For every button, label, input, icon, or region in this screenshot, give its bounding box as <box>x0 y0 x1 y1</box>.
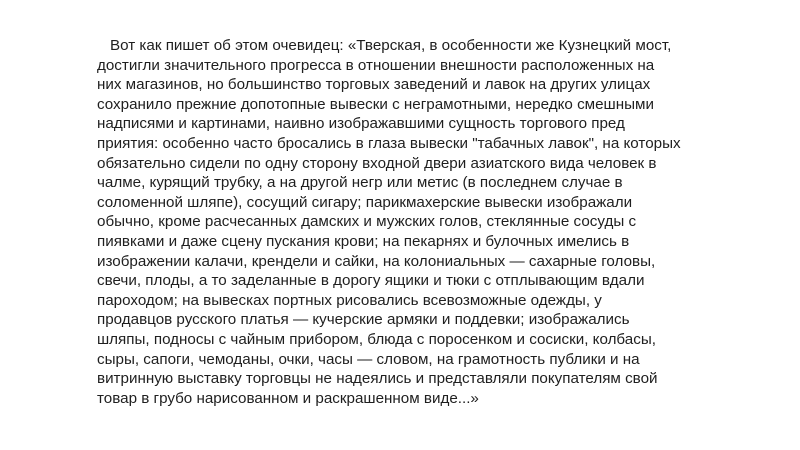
text-line: продавцов русского платья — кучерские армяки и поддевки; изображались <box>97 311 630 329</box>
text-line: шляпы, подносы с чайным прибором, блюда с поросенком и сосиски, колбасы, <box>97 330 656 348</box>
text-line: сыры, сапоги, чемоданы, очки, часы — словом, на грамотность публики и на <box>97 350 640 368</box>
text-line: пиявками и даже сцену пускания крови; на пекарнях и булочных имелись в <box>97 232 630 250</box>
text-line: пароходом; на вывесках портных рисовались всевозможные одежды, у <box>97 291 602 309</box>
text-line: свечи, плоды, а то заделанные в дорогу ящики и тюки с отплывающим вдали <box>97 272 645 290</box>
text-line: приятия: особенно часто бросались в глаза вывески "табачных лавок", на которых <box>97 134 681 152</box>
text-line: сохранило прежние допотопные вывески с неграмотными, нередко смешными <box>97 95 654 113</box>
text-line: чалме, курящий трубку, а на другой негр или метис (в последнем случае в <box>97 174 623 192</box>
text-line: Вот как пишет об этом очевидец: «Тверская, в особенности же Кузнецкий мост, <box>110 37 672 54</box>
quote-paragraph <box>97 36 737 408</box>
text-line: обычно, кроме расчесанных дамских и мужских голов, стеклянные сосуды с <box>97 213 637 231</box>
text-line: надписями и картинами, наивно изображавшими сущность торгового пред <box>97 115 625 133</box>
text-line: достигли значительного прогресса в отношении внешности расположенных на <box>97 56 655 74</box>
text-line: витринную выставку торговцы не надеялись и представляли покупателям свой <box>97 370 658 388</box>
text-line: товар в грубо нарисованном и раскрашенном виде...» <box>97 389 479 407</box>
text-line: обязательно сидели по одну сторону входной двери азиатского вида человек в <box>97 154 657 172</box>
text-line: них магазинов, но большинство торговых заведений и лавок на других улицах <box>97 76 651 94</box>
text-line: соломенной шляпе), сосущий сигару; парикмахерские вывески изображали <box>97 193 633 211</box>
text-line: изображении калачи, крендели и сайки, на колониальных — сахарные головы, <box>97 252 656 270</box>
